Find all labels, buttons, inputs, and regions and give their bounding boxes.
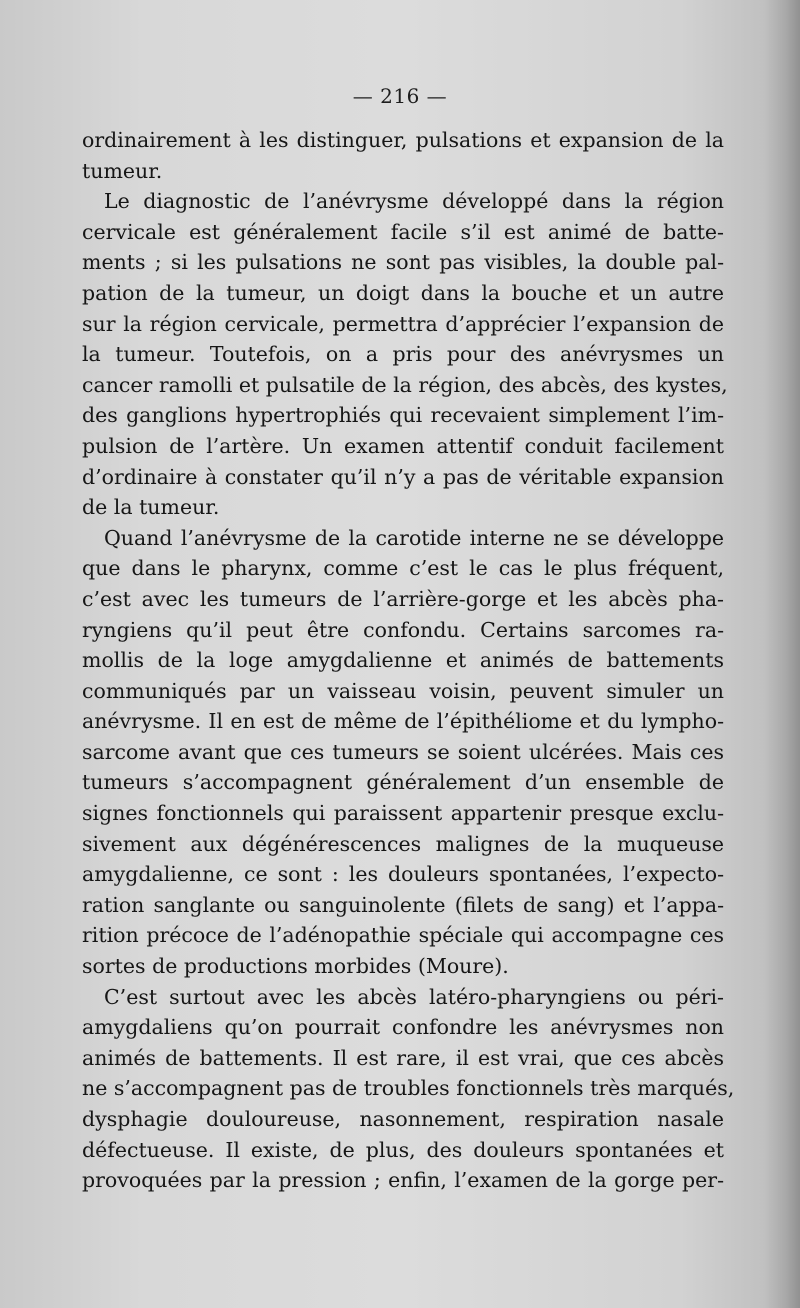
text-line: tumeurs s’accompagnent généralement d’un ensemble de xyxy=(82,770,724,795)
text-line: cancer ramolli et pulsatile de la région, des abcès, des kystes, xyxy=(82,372,728,397)
text-line: C’est surtout avec les abcès latéro-pharyngiens ou péri- xyxy=(104,984,724,1009)
text-line: Quand l’anévrysme de la carotide interne ne se développe xyxy=(104,525,724,550)
text-line: défectueuse. Il existe, de plus, des douleurs spontanées et xyxy=(82,1137,724,1162)
page-number: — 216 — xyxy=(352,84,448,108)
text-line: ryngiens qu’il peut être confondu. Certains sarcomes ra- xyxy=(82,617,724,642)
text-line: c’est avec les tumeurs de l’arrière-gorge et les abcès pha- xyxy=(82,586,724,611)
text-line: amygdalienne, ce sont : les douleurs spontanées, l’expecto- xyxy=(82,862,724,887)
text-line: sortes de productions morbides (Moure). xyxy=(82,954,509,979)
text-line: que dans le pharynx, comme c’est le cas le plus fréquent, xyxy=(82,556,724,581)
text-line: d’ordinaire à constater qu’il n’y a pas de véritable expansion xyxy=(82,464,724,489)
text-line: de la tumeur. xyxy=(82,495,220,520)
text-line: la tumeur. Toutefois, on a pris pour des anévrysmes un xyxy=(82,342,724,367)
text-line: cervicale est généralement facile s’il est animé de batte- xyxy=(82,219,724,244)
text-line: sarcome avant que ces tumeurs se soient ulcérées. Mais ces xyxy=(82,739,724,764)
text-line: signes fonctionnels qui paraissent appartenir presque exclu- xyxy=(82,801,724,826)
page-gutter-shadow xyxy=(764,0,800,1308)
text-line: animés de battements. Il est rare, il est vrai, que ces abcès xyxy=(82,1045,724,1070)
text-line: sur la région cervicale, permettra d’apprécier l’expansion de xyxy=(82,311,724,336)
text-line: tumeur. xyxy=(82,158,163,183)
text-line: ordinairement à les distinguer, pulsations et expansion de la xyxy=(82,128,724,152)
text-line: mollis de la loge amygdalienne et animés de battements xyxy=(82,648,724,673)
text-line: rition précoce de l’adénopathie spéciale qui accompagne ces xyxy=(82,923,724,948)
text-line: des ganglions hypertrophiés qui recevaient simplement l’im- xyxy=(82,403,724,428)
paragraph xyxy=(82,982,735,1196)
text-line: provoquées par la pression ; enfin, l’examen de la gorge per- xyxy=(82,1168,724,1193)
text-line: Le diagnostic de l’anévrysme développé dans la région xyxy=(104,189,724,214)
text-line: dysphagie douloureuse, nasonnement, respiration nasale xyxy=(82,1107,724,1131)
body-text xyxy=(82,125,735,1196)
paragraph xyxy=(82,186,728,523)
text-line: sivement aux dégénérescences malignes de la muqueuse xyxy=(82,831,724,856)
text-line: ration sanglante ou sanguinolente (filets de sang) et l’appa- xyxy=(82,892,724,917)
text-line: ne s’accompagnent pas de troubles fonctionnels très marqués, xyxy=(82,1076,735,1101)
text-line: pation de la tumeur, un doigt dans la bouche et un autre xyxy=(82,280,724,305)
text-line: ments ; si les pulsations ne sont pas visibles, la double pal- xyxy=(82,250,724,275)
text-line: communiqués par un vaisseau voisin, peuvent simuler un xyxy=(82,678,724,703)
text-line: anévrysme. Il en est de même de l’épithéliome et du lympho- xyxy=(82,709,724,734)
text-line: amygdaliens qu’on pourrait confondre les anévrysmes non xyxy=(82,1015,724,1040)
paragraph xyxy=(82,125,724,186)
paragraph xyxy=(82,523,724,982)
text-line: pulsion de l’artère. Un examen attentif conduit facilement xyxy=(82,433,724,458)
